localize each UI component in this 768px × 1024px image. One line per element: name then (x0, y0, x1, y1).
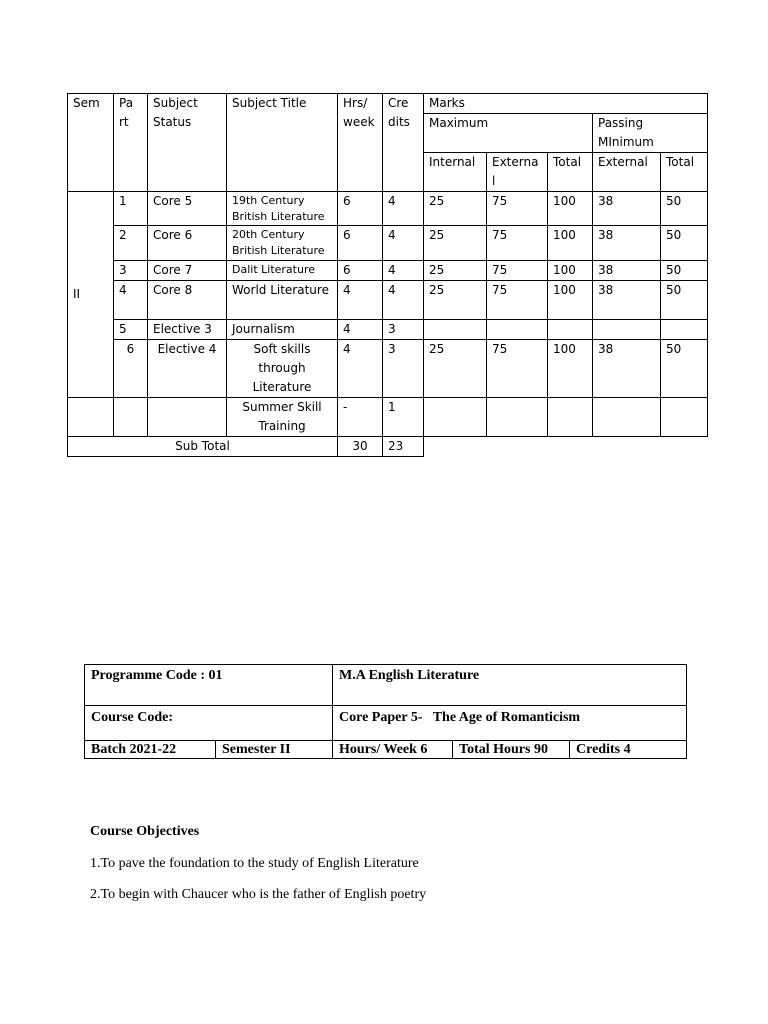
title-cell: Soft skills through Literature (227, 340, 338, 398)
external-cell: 75 (487, 192, 548, 226)
external-cell: 75 (487, 281, 548, 320)
header-passing-minimum: Passing MInimum (593, 114, 708, 153)
course-code: Course Code: (85, 706, 333, 741)
internal-cell: 25 (424, 340, 487, 398)
header-hrs-week: Hrs/ week (338, 94, 383, 192)
pass-total-cell: 50 (661, 226, 708, 261)
hrs-cell: 4 (338, 281, 383, 320)
credits-cell: 1 (383, 398, 424, 437)
part-cell (114, 398, 148, 437)
credits-cell: 4 (383, 281, 424, 320)
title-cell: Dalit Literature (227, 261, 338, 281)
table-row (68, 261, 708, 281)
course-info-table (84, 664, 687, 759)
pass-total-cell: 50 (661, 281, 708, 320)
programme-code: Programme Code : 01 (85, 665, 333, 706)
sem-cell-empty (68, 398, 114, 437)
semester: Semester II (216, 741, 333, 759)
pass-total-cell (661, 320, 708, 340)
pass-external-cell (593, 320, 661, 340)
table-row (68, 340, 708, 398)
total-cell: 100 (548, 192, 593, 226)
total-cell: 100 (548, 226, 593, 261)
total-hours: Total Hours 90 (453, 741, 570, 759)
table-row (68, 281, 708, 320)
header-passing-total: Total (661, 153, 708, 192)
subtotal-credits: 23 (383, 437, 424, 457)
status-cell: Elective 3 (148, 320, 227, 340)
status-cell: Core 8 (148, 281, 227, 320)
internal-cell (424, 398, 487, 437)
part-cell: 6 (114, 340, 148, 398)
hrs-cell: 6 (338, 226, 383, 261)
course-row (85, 706, 687, 741)
subtotal-hrs: 30 (338, 437, 383, 457)
external-cell: 75 (487, 340, 548, 398)
hrs-cell: 6 (338, 192, 383, 226)
part-cell: 5 (114, 320, 148, 340)
table-row (68, 398, 708, 437)
total-cell: 100 (548, 281, 593, 320)
status-cell: Core 7 (148, 261, 227, 281)
total-cell (548, 320, 593, 340)
title-cell: Summer Skill Training (227, 398, 338, 437)
hrs-cell: 6 (338, 261, 383, 281)
hrs-cell: 4 (338, 340, 383, 398)
total-cell (548, 398, 593, 437)
pass-total-cell: 50 (661, 340, 708, 398)
hrs-cell: - (338, 398, 383, 437)
pass-total-cell (661, 398, 708, 437)
table-row (68, 320, 708, 340)
table-row (68, 226, 708, 261)
internal-cell: 25 (424, 281, 487, 320)
credits-cell: 4 (383, 192, 424, 226)
title-cell: 20th Century British Literature (227, 226, 338, 261)
status-cell (148, 398, 227, 437)
objective-item: 1.To pave the foundation to the study of English Literature (90, 856, 419, 871)
header-subject-status: Subject Status (148, 94, 227, 192)
subtotal-blank (424, 437, 708, 457)
header-sem: Sem (68, 94, 114, 192)
part-cell: 4 (114, 281, 148, 320)
part-cell: 1 (114, 192, 148, 226)
subtotal-row (68, 437, 708, 457)
programme-name: M.A English Literature (333, 665, 687, 706)
header-maximum: Maximum (424, 114, 593, 153)
credits-cell: 4 (383, 261, 424, 281)
title-cell: World Literature (227, 281, 338, 320)
external-cell: 75 (487, 261, 548, 281)
credits-cell: 3 (383, 340, 424, 398)
pass-external-cell: 38 (593, 192, 661, 226)
hrs-cell: 4 (338, 320, 383, 340)
header-marks: Marks (424, 94, 708, 114)
credits: Credits 4 (570, 741, 687, 759)
course-objectives (90, 824, 426, 918)
internal-cell: 25 (424, 261, 487, 281)
pass-external-cell (593, 398, 661, 437)
pass-external-cell: 38 (593, 226, 661, 261)
pass-external-cell: 38 (593, 261, 661, 281)
external-cell: 75 (487, 226, 548, 261)
pass-total-cell: 50 (661, 192, 708, 226)
course-row (85, 665, 687, 706)
header-total: Total (548, 153, 593, 192)
total-cell: 100 (548, 261, 593, 281)
internal-cell: 25 (424, 192, 487, 226)
part-cell: 2 (114, 226, 148, 261)
table-row (68, 192, 708, 226)
total-cell: 100 (548, 340, 593, 398)
header-part: Pa rt (114, 94, 148, 192)
syllabus-table (67, 93, 708, 457)
title-cell: Journalism (227, 320, 338, 340)
sem-cell: II (68, 192, 114, 398)
objectives-heading: Course Objectives (90, 824, 200, 839)
status-cell: Core 5 (148, 192, 227, 226)
header-credits: Cre dits (383, 94, 424, 192)
batch: Batch 2021-22 (85, 741, 216, 759)
header-internal: Internal (424, 153, 487, 192)
objective-item: 2.To begin with Chaucer who is the father of English poetry (90, 887, 427, 902)
header-passing-external: External (593, 153, 661, 192)
pass-external-cell: 38 (593, 281, 661, 320)
credits-cell: 3 (383, 320, 424, 340)
header-subject-title: Subject Title (227, 94, 338, 192)
header-external: Externa l (487, 153, 548, 192)
external-cell (487, 320, 548, 340)
subtotal-label: Sub Total (68, 437, 338, 457)
title-cell: 19th Century British Literature (227, 192, 338, 226)
internal-cell: 25 (424, 226, 487, 261)
status-cell: Core 6 (148, 226, 227, 261)
course-row (85, 741, 687, 759)
external-cell (487, 398, 548, 437)
pass-total-cell: 50 (661, 261, 708, 281)
credits-cell: 4 (383, 226, 424, 261)
status-cell: Elective 4 (148, 340, 227, 398)
part-cell: 3 (114, 261, 148, 281)
internal-cell (424, 320, 487, 340)
hours-week: Hours/ Week 6 (333, 741, 453, 759)
pass-external-cell: 38 (593, 340, 661, 398)
course-name: Core Paper 5- The Age of Romanticism (333, 706, 687, 741)
header-row (68, 94, 708, 114)
